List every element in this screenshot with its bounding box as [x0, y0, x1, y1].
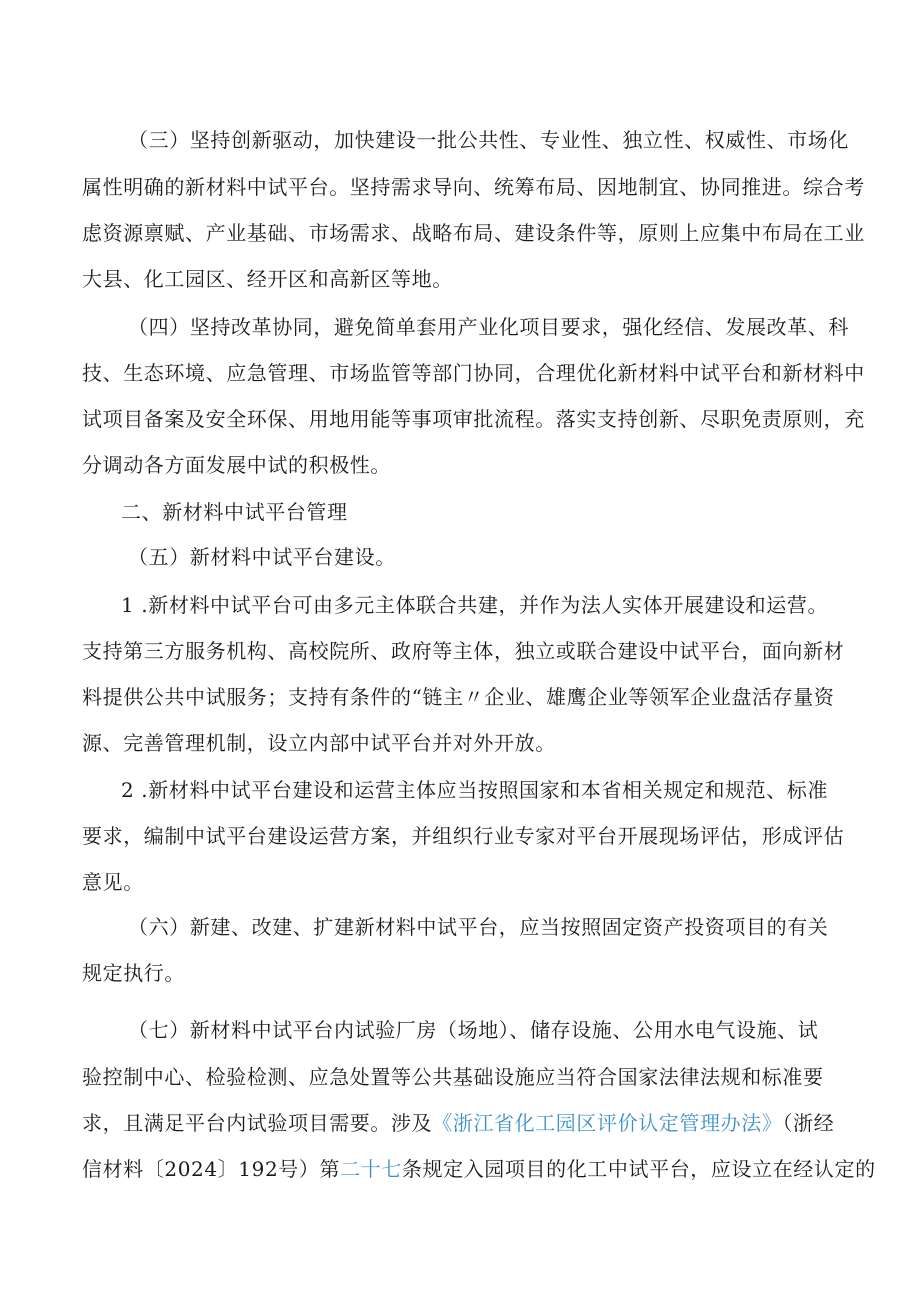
paragraph-7-line-2: 验控制中心、检验检测、应急处置等公共基础设施应当符合国家法律法规和标准要: [82, 1065, 824, 1089]
paragraph-7-line-3: [82, 1111, 834, 1135]
article-link[interactable]: 二十七: [340, 1157, 402, 1181]
paragraph-7-line-4-tail: 条规定入园项目的化工中试平台，应设立在经认定的: [401, 1157, 876, 1181]
paragraph-3-line-4: 大县、化工园区、经开区和高新区等地。: [82, 267, 453, 291]
paragraph-7-line-3-tail: （浙经: [782, 1111, 835, 1135]
paragraph-4-line-3: 试项目备案及安全环保、用地用能等事项审批流程。落实支持创新、尽职免责原则，充: [82, 407, 865, 431]
paragraph-7-line-4: [82, 1157, 876, 1181]
paragraph-4-line-2: 技、生态环境、应急管理、市场监管等部门协同，合理优化新材料中试平台和新材料中: [82, 361, 865, 385]
item-1-line-1: 1 .新材料中试平台可由多元主体联合共建，并作为法人实体开展建设和运营。: [121, 593, 829, 617]
paragraph-4-line-4: 分调动各方面发展中试的积极性。: [82, 453, 391, 477]
paragraph-7-line-1: （七）新材料中试平台内试验厂房（场地）、储存设施、公用水电气设施、试: [128, 1018, 819, 1042]
paragraph-5-heading: （五）新材料中试平台建设。: [128, 545, 396, 569]
paragraph-3-line-1: （三）坚持创新驱动，加快建设一批公共性、专业性、独立性、权威性、市场化: [128, 128, 849, 152]
item-1-line-2: 支持第三方服务机构、高校院所、政府等主体，独立或联合建设中试平台，面向新材: [82, 639, 845, 663]
paragraph-6-line-2: 规定执行。: [82, 961, 185, 985]
item-2-line-3: 意见。: [82, 870, 144, 894]
paragraph-4-line-1: （四）坚持改革协同，避免简单套用产业化项目要求，强化经信、发展改革、科: [128, 315, 849, 339]
paragraph-3-line-3: 虑资源禀赋、产业基础、市场需求、战略布局、建设条件等，原则上应集中布局在工业: [82, 221, 865, 245]
regulation-link[interactable]: 《浙江省化工园区评价认定管理办法》: [432, 1111, 783, 1135]
item-1-line-4: 源、完善管理机制，设立内部中试平台并对外开放。: [82, 731, 556, 755]
paragraph-3-line-2: 属性明确的新材料中试平台。坚持需求导向、统筹布局、因地制宜、协同推进。综合考: [82, 175, 865, 199]
section-2-heading: 二、新材料中试平台管理: [121, 500, 348, 524]
item-2-line-1: 2 .新材料中试平台建设和运营主体应当按照国家和本省相关规定和规范、标准: [121, 778, 829, 802]
paragraph-7-line-3-text: 求，且满足平台内试验项目需要。涉及: [82, 1111, 433, 1135]
paragraph-7-line-4-text: 信材料〔2024〕192号）第: [82, 1157, 341, 1181]
paragraph-6-line-1: （六）新建、改建、扩建新材料中试平台，应当按照固定资产投资项目的有关: [128, 915, 829, 939]
item-2-line-2: 要求，编制中试平台建设运营方案，并组织行业专家对平台开展现场评估，形成评估: [82, 824, 845, 848]
item-1-line-3: 料提供公共中试服务；支持有条件的“链主〃企业、雄鹰企业等领军企业盘活存量资: [82, 685, 835, 709]
